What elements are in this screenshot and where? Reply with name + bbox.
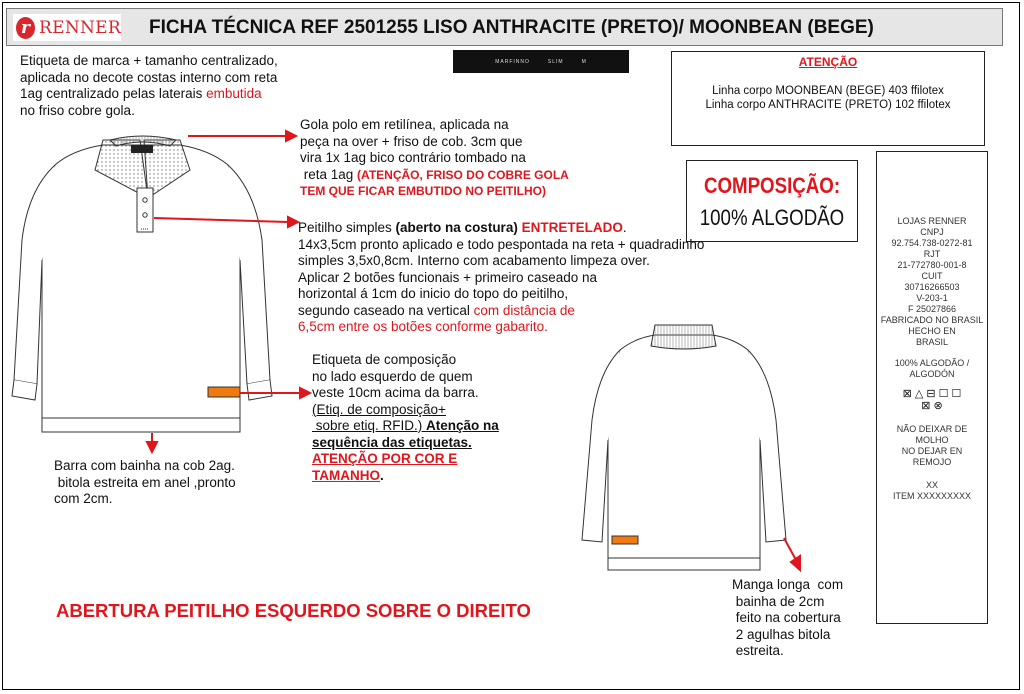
sleeve-note: Manga longa com bainha de 2cm feito na cobertura 2 agulhas bitola estreita.: [732, 577, 844, 658]
composition-value: 100% ALGODÃO: [699, 205, 845, 230]
attention-title: ATENÇÃO: [798, 55, 858, 69]
renner-logo-icon: r: [16, 17, 35, 39]
care-tag-composition: 100% ALGODÃO / ALGODÓN: [894, 358, 970, 379]
care-tag-company: LOJAS RENNER CNPJ 92.754.738-0272-81 RJT 21-772780-001-8 CUIT 30716266503 V-203-1 F 25027866 FABRICADO NO BRASIL HECHO EN BRASIL: [880, 216, 984, 347]
back-shirt-drawing: [582, 325, 786, 570]
logo-text: RENNER: [39, 17, 121, 38]
back-label-marker: [612, 536, 638, 544]
page-title: FICHA TÉCNICA REF 2501255 LISO ANTHRACITE (PRETO)/ MOONBEAN (BEGE): [149, 17, 874, 38]
brand-size-label: MARFINNO SLIM M: [453, 50, 629, 73]
care-tag-item: XX ITEM XXXXXXXXX: [892, 480, 972, 501]
hem-note: Barra com bainha na cob 2ag. bitola estreita em anel ,pronto com 2cm.: [54, 458, 236, 506]
composition-label-note: Etiqueta de composição no lado esquerdo de quem veste 10cm acima da barra. (Etiq. de composição+ sobre etiq. RFID.) Atenção na sequência das etiquetas. ATENÇÃO POR COR E TAMANHO.: [312, 352, 499, 483]
attention-box: [671, 51, 985, 146]
composition-label-marker: [208, 387, 240, 397]
placket-opening-note: ABERTURA PEITILHO ESQUERDO SOBRE O DIREITO: [56, 600, 531, 621]
composition-box: [686, 160, 858, 242]
composition-title: COMPOSIÇÃO:: [703, 173, 841, 198]
care-tag: [876, 151, 988, 624]
care-tag-instructions: NÃO DEIXAR DE MOLHO NO DEJAR EN REMOJO: [896, 424, 968, 467]
placket-note: Peitilho simples (aberto na costura) ENTRETELADO. 14x3,5cm pronto aplicado e todo pespontada na reta + quadradinho simples 3,5x0,8cm. Interno com acabamento limpeza over. Aplicar 2 botões funcionais + primeiro caseado na horizontal á 1cm do inicio do topo do peitilho, segundo caseado na vertical com distância de 6,5cm entre os botões conforme gabarito.: [298, 220, 705, 334]
attention-lines: Linha corpo MOONBEAN (BEGE) 403 ffilotex Linha corpo ANTHRACITE (PRETO) 102 ffilotex: [705, 85, 951, 111]
collar-note: Gola polo em retilínea, aplicada na peça na over + friso de cob. 3cm que vira 1x 1ag bico contrário tombado na reta 1ag (ATENÇÃO, FRISO DO COBRE GOLA TEM QUE FICAR EMBUTIDO NO PEITILHO): [300, 117, 569, 198]
brand-label-note: Etiqueta de marca + tamanho centralizado, aplicada no decote costas interno com reta 1ag centralizado pelas laterais embutida no friso cobre gola.: [20, 53, 278, 118]
care-symbols-icon: ⊠ △ ⊟ ☐ ☐ ⊠ ⊗: [902, 388, 962, 412]
